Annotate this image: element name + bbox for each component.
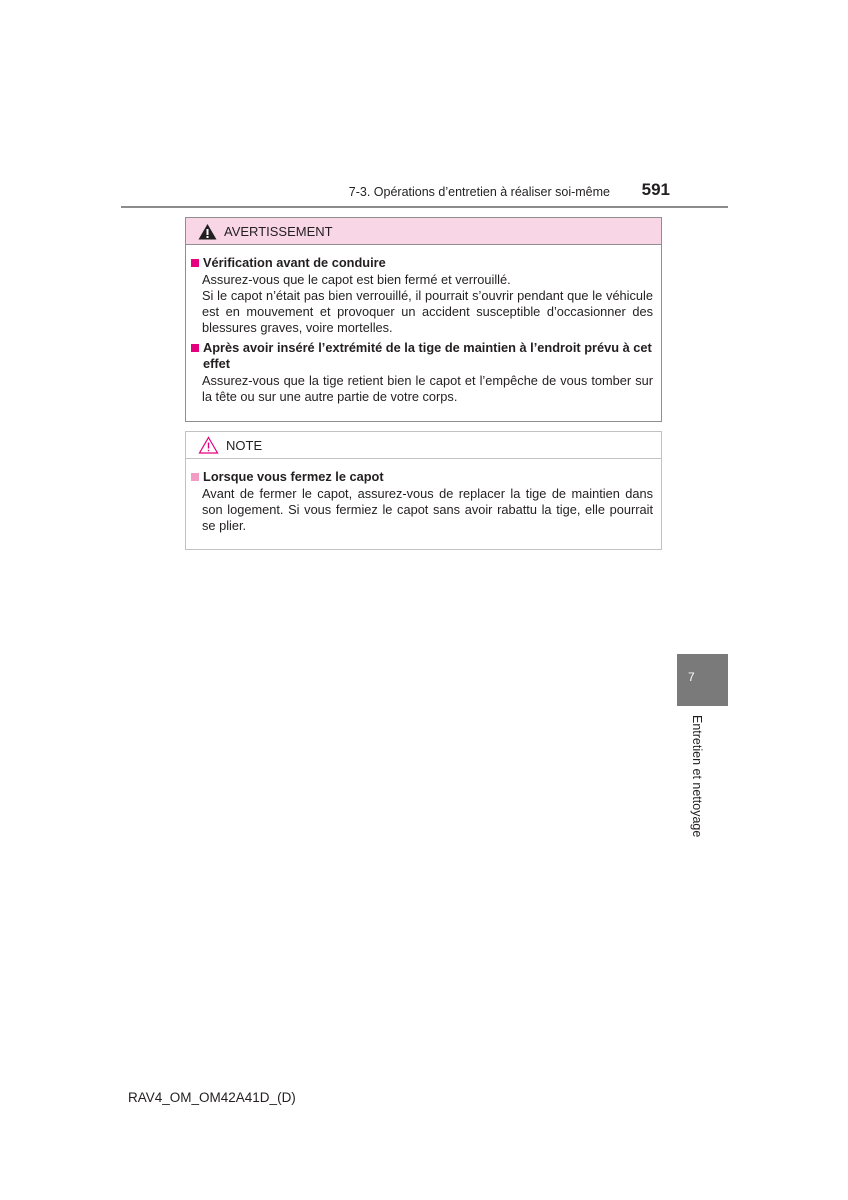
warning-item-text: Si le capot n’était pas bien verrouillé, il pourrait s’ouvrir pendant que le véhicule est en mouvement et provoquer un accident susceptible d’occasionner des blessures graves, voire mortelles. [202,288,653,335]
bullet-square [191,344,199,352]
warning-item-text: Assurez-vous que le capot est bien fermé et verrouillé. [202,272,511,287]
header-divider [121,206,728,208]
note-item-text: Avant de fermer le capot, assurez-vous de replacer la tige de maintien dans son logement. Si vous fermiez le capot sans avoir rabattu la tige, elle pourrait se plier. [202,486,653,533]
section-title: 7-3. Opérations d’entretien à réaliser soi-même [348,185,610,199]
caution-triangle-icon [198,436,219,454]
warning-item-text: Assurez-vous que la tige retient bien le capot et l’empêche de vous tomber sur la tête ou sur une autre partie de votre corps. [202,373,653,404]
chapter-tab [677,654,728,706]
note-box-title: NOTE [226,437,263,453]
warning-item [190,255,653,336]
warning-box-title: AVERTISSEMENT [224,223,333,239]
warning-triangle-icon [198,223,217,240]
chapter-number: 7 [688,670,695,684]
note-box-header [186,432,661,459]
chapter-label: Entretien et nettoyage [690,715,704,838]
warning-box [185,217,662,422]
page-number: 591 [641,180,670,199]
note-item-title: Lorsque vous fermez le capot [203,469,384,484]
warning-item-title: Vérification avant de conduire [203,255,386,270]
warning-item-title: Après avoir inséré l’extrémité de la tige de maintien à l’endroit prévu à cet effet [203,340,652,371]
document-code: RAV4_OM_OM42A41D_(D) [128,1090,296,1105]
bullet-square [191,259,199,267]
warning-box-header [186,218,661,245]
note-item [190,469,653,534]
bullet-square [191,473,199,481]
note-box [185,431,662,550]
warning-item [190,340,653,405]
